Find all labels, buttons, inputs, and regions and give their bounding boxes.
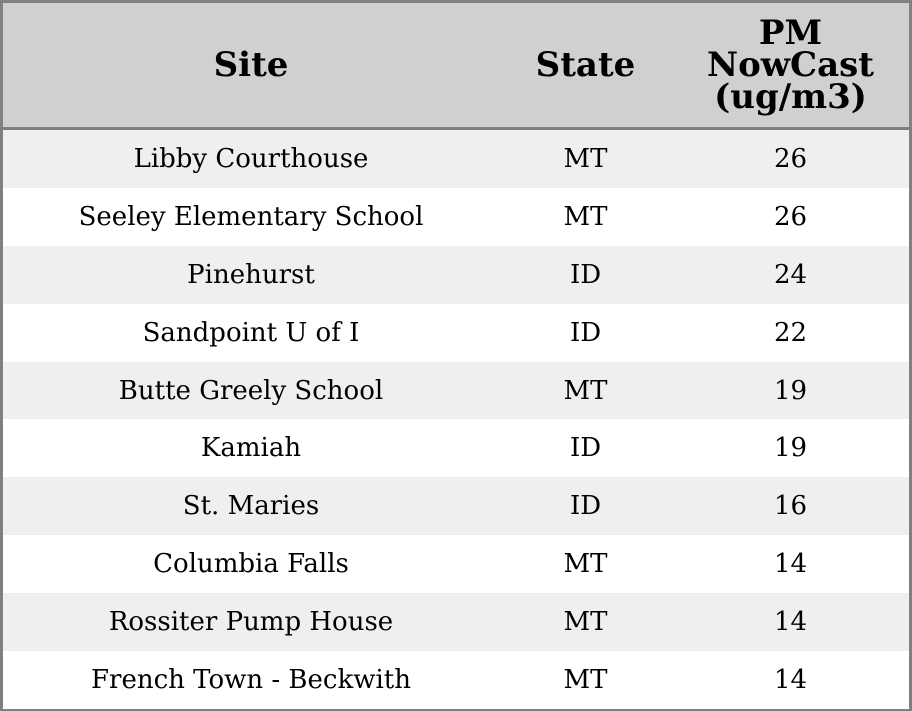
table-row (3, 535, 909, 593)
cell-state: MT (563, 375, 608, 406)
cell-pm-value: 19 (773, 375, 808, 406)
cell-pm-value: 14 (773, 607, 808, 638)
cell-pm-value: 24 (773, 259, 808, 290)
cell-pm-value: 16 (773, 491, 808, 522)
column-header-pm-line-1: PM (758, 13, 823, 53)
table-row (3, 477, 909, 535)
table-header (3, 3, 909, 130)
cell-state: MT (563, 201, 608, 232)
column-header-site: Site (213, 45, 289, 85)
cell-state: ID (569, 433, 602, 464)
cell-site: Pinehurst (187, 259, 315, 290)
table-body (3, 130, 909, 709)
cell-state: MT (563, 607, 608, 638)
cell-site: Sandpoint U of I (142, 317, 360, 348)
cell-site: Columbia Falls (153, 549, 349, 580)
table-row (3, 130, 909, 188)
cell-state: ID (569, 259, 602, 290)
column-header-pm-nowcast (672, 3, 909, 127)
table-row (3, 304, 909, 362)
cell-state: ID (569, 317, 602, 348)
table-row (3, 362, 909, 420)
table-row (3, 651, 909, 709)
cell-pm-value: 22 (773, 317, 808, 348)
column-header-pm-line-2: NowCast (707, 45, 874, 85)
column-header-pm-line-3: (ug/m3) (714, 77, 867, 117)
cell-pm-value: 26 (773, 201, 808, 232)
cell-site: Kamiah (200, 433, 302, 464)
cell-pm-value: 19 (773, 433, 808, 464)
table-row (3, 188, 909, 246)
table-row (3, 246, 909, 304)
cell-site: Seeley Elementary School (78, 201, 424, 232)
cell-site: Rossiter Pump House (108, 607, 394, 638)
cell-pm-value: 14 (773, 549, 808, 580)
table-row (3, 593, 909, 651)
cell-site: French Town - Beckwith (90, 664, 412, 695)
table-row (3, 419, 909, 477)
cell-pm-value: 14 (773, 664, 808, 695)
column-header-state: State (535, 45, 636, 85)
cell-state: ID (569, 491, 602, 522)
cell-site: Libby Courthouse (133, 143, 369, 174)
cell-state: MT (563, 143, 608, 174)
cell-state: MT (563, 664, 608, 695)
cell-site: Butte Greely School (118, 375, 384, 406)
cell-state: MT (563, 549, 608, 580)
cell-site: St. Maries (182, 491, 320, 522)
cell-pm-value: 26 (773, 143, 808, 174)
